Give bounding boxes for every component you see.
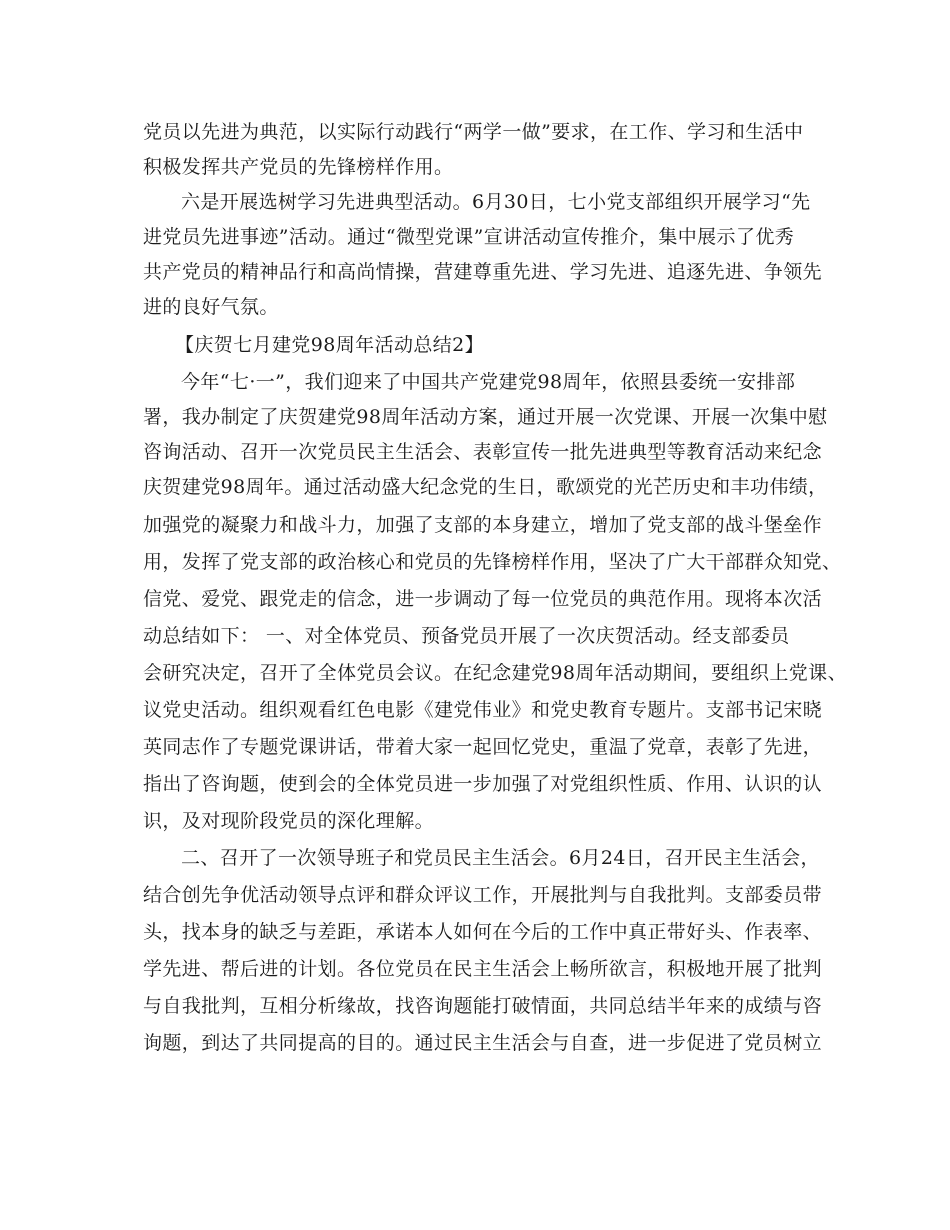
section-heading: 【庆贺七月建党98周年活动总结2】 bbox=[175, 334, 485, 356]
text-line: 今年“七·一”，我们迎来了中国共产党建党98周年，依照县委统一安排部 bbox=[181, 371, 796, 393]
text-line: 加强党的凝聚力和战斗力，加强了支部的本身建立，增加了党支部的战斗堡垒作 bbox=[143, 514, 823, 536]
text-line: 动总结如下： 一、对全体党员、预备党员开展了一次庆贺活动。经支部委员 bbox=[143, 625, 790, 647]
text-line: 英同志作了专题党课讲话，带着大家一起回忆党史，重温了党章，表彰了先进， bbox=[143, 736, 823, 758]
text-line: 进的良好气氛。 bbox=[143, 296, 279, 318]
text-line: 进党员先进事迹”活动。通过“微型党课”宣讲活动宣传推介，集中展示了优秀 bbox=[143, 226, 795, 248]
text-line: 学先进、帮后进的计划。各位党员在民主生活会上畅所欲言，积极地开展了批判 bbox=[143, 958, 823, 980]
text-line: 信党、爱党、跟党走的信念，进一步调动了每一位党员的典范作用。现将本次活 bbox=[143, 588, 823, 610]
text-line: 共产党员的精神品行和高尚情操，营建尊重先进、学习先进、追逐先进、争领先 bbox=[143, 261, 823, 283]
text-line: 指出了咨询题，使到会的全体党员进一步加强了对党组织性质、作用、认识的认 bbox=[143, 773, 823, 795]
text-line: 会研究决定，召开了全体党员会议。在纪念建党98周年活动期间，要组织上党课、 bbox=[143, 662, 847, 684]
text-line: 党员以先进为典范，以实际行动践行“两学一做”要求，在工作、学习和生活中 bbox=[143, 121, 804, 143]
text-line: 咨询活动、召开一次党员民主生活会、表彰宣传一批先进典型等教育活动来纪念 bbox=[143, 441, 823, 463]
text-line: 与自我批判，互相分析缘故，找咨询题能打破情面，共同总结半年来的成绩与咨 bbox=[143, 995, 823, 1017]
text-line: 六是开展选树学习先进典型活动。6月30日，七小党支部组织开展学习“先 bbox=[181, 191, 811, 213]
text-line: 二、召开了一次领导班子和党员民主生活会。6月24日，召开民主生活会， bbox=[181, 847, 820, 869]
text-line: 庆贺建党98周年。通过活动盛大纪念党的生日，歌颂党的光芒历史和丰功伟绩， bbox=[143, 476, 828, 498]
text-line: 积极发挥共产党员的先锋榜样作用。 bbox=[143, 156, 454, 178]
text-line: 头，找本身的缺乏与差距，承诺本人如何在今后的工作中真正带好头、作表率、 bbox=[143, 921, 823, 943]
text-line: 议党史活动。组织观看红色电影《建党伟业》和党史教育专题片。支部书记宋晓 bbox=[143, 699, 823, 721]
text-line: 询题，到达了共同提高的目的。通过民主生活会与自查，进一步促进了党员树立 bbox=[143, 1032, 823, 1054]
text-line: 署，我办制定了庆贺建党98周年活动方案，通过开展一次党课、开展一次集中慰 bbox=[143, 406, 828, 428]
text-line: 识，及对现阶段党员的深化理解。 bbox=[143, 810, 435, 832]
text-line: 用，发挥了党支部的政治核心和党员的先锋榜样作用，坚决了广大干部群众知党、 bbox=[143, 551, 842, 573]
text-line: 结合创先争优活动领导点评和群众评议工作，开展批判与自我批判。支部委员带 bbox=[143, 884, 823, 906]
